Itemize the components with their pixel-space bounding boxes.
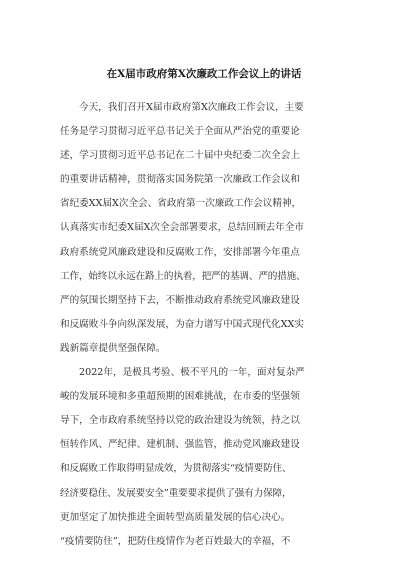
paragraph-1-line: 述，学习贯彻习近平总书记在二十届中央纪委二次全会上: [60, 150, 300, 162]
paragraph-1-line: 认真落实市纪委X届X次全会部署要求，总结回顾去年全市: [60, 222, 304, 234]
paragraph-2-line: 导下，全市政府系统坚持以党的政治建设为统领，持之以: [60, 415, 300, 427]
paragraph-2-line: 2022年，是极具考验、极不平凡的一年，面对复杂严: [79, 367, 305, 379]
paragraph-1-line: 践新篇章提供坚强保障。: [60, 342, 166, 354]
paragraph-1-line: 和反腐败斗争向纵深发展，为奋力谱写中国式现代化XX实: [60, 318, 304, 330]
paragraph-2-line: 峻的发展环境和多重超预期的困难挑战，在市委的坚强领: [60, 391, 300, 403]
paragraph-1-line: 工作，始终以永远在路上的执着，把严的基调、严的措施、: [60, 270, 306, 282]
paragraph-1-line: 严的氛围长期坚持下去，不断推动政府系统党风廉政建设: [60, 294, 300, 306]
paragraph-1-line: 今天，我们召开X届市政府第X次廉政工作会议，主要: [79, 102, 304, 113]
paragraph-1-line: 的重要讲话精神，贯彻落实国务院第一次廉政工作会议和: [60, 174, 300, 186]
paragraph-2-line: 更加坚定了加快推进全面转型高质量发展的信心决心。: [60, 511, 291, 523]
document-title: 在X届市政府第X次廉政工作会议上的讲话: [106, 68, 302, 80]
paragraph-1-line: 省纪委XX届X次全会、省政府第一次廉政工作会议精神，: [60, 198, 302, 210]
paragraph-3-line: “疫情要防住”，把防住疫情作为老百姓最大的幸福，不: [60, 535, 291, 547]
paragraph-2-line: 和反腐败工作取得明显成效，为贯彻落实“疫情要防住、: [60, 463, 292, 475]
paragraph-2-line: 经济要稳住、发展要安全”重要要求提供了强有力保障，: [60, 487, 292, 499]
paragraph-1-line: 任务是学习贯彻习近平总书记关于全面从严治党的重要论: [60, 126, 300, 138]
document-body: [60, 96, 356, 554]
paragraph-2-line: 恒转作风、严纪律、建机制、强监管，推动党风廉政建设: [60, 439, 300, 451]
paragraph-1-line: 政府系统党风廉政建设和反腐败工作，安排部署今年重点: [60, 246, 300, 258]
